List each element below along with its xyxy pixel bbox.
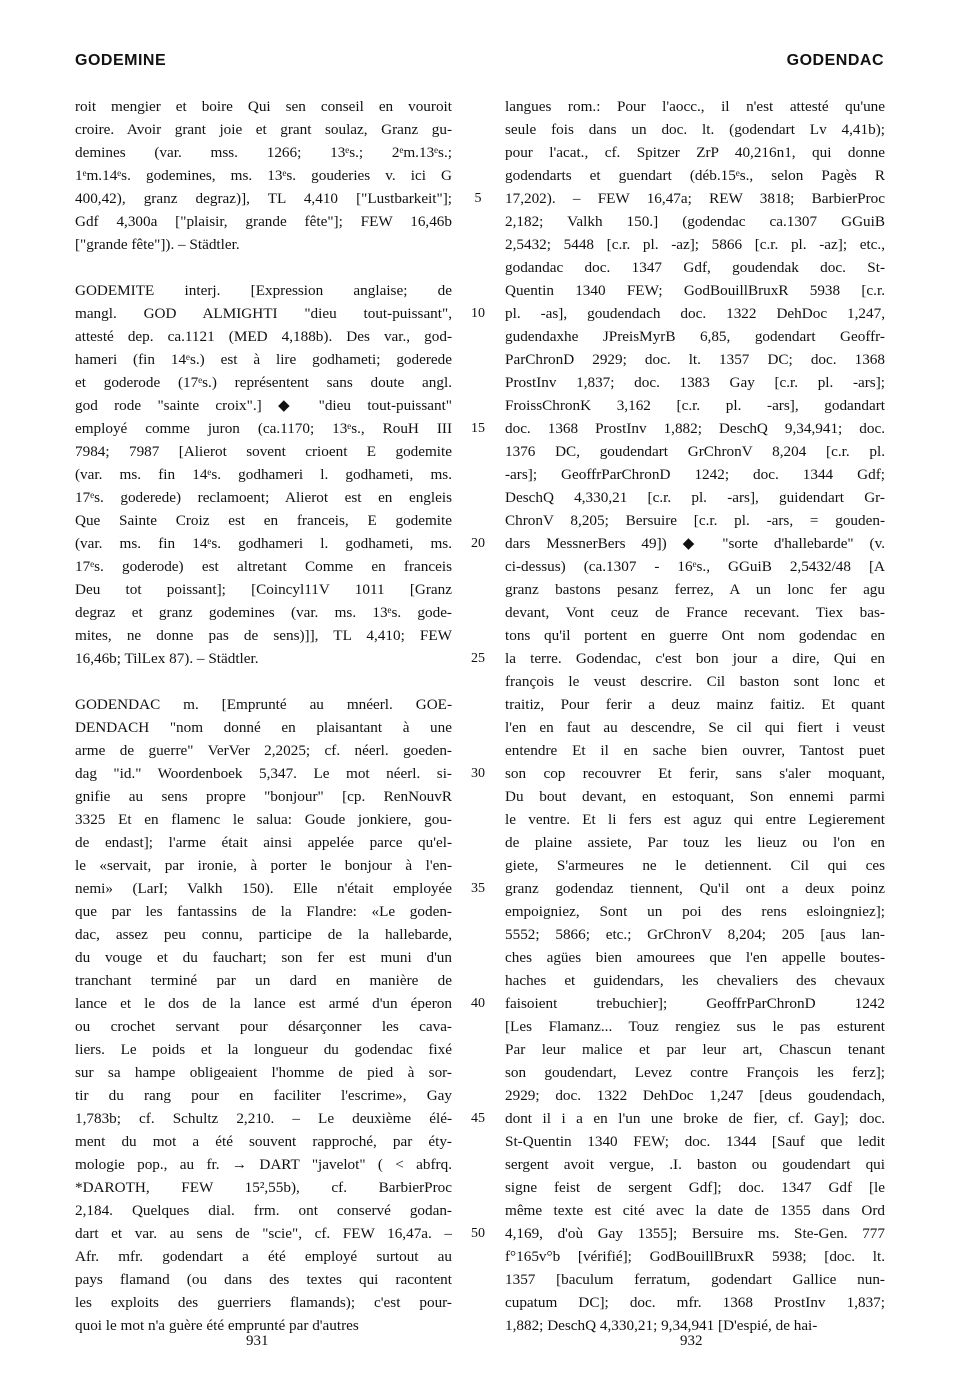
text-line: faisoient trebuchier]; GeoffrParChronD 1242 [505,995,885,1012]
text-line: 1ᵉm.14ᵉs. godemines, ms. 13ᵉs. gouderies v. ici G [75,167,452,184]
text-line: 2,182; Valkh 150.] (godendac ca.1307 GGuiB [505,213,885,230]
text-line: Par leur malice et par leur art, Chascun tenant [505,1041,885,1058]
running-head-right: GODENDAC [786,52,884,69]
text-line: liers. Le poids et la longueur du godendac fixé [75,1041,452,1058]
text-line: dart et var. au sens de "scie", cf. FEW 16,47a. – [75,1225,452,1242]
text-line: dag "id." Woordenboek 5,347. Le mot néerl. si- [75,765,452,782]
line-number: 45 [471,1111,485,1126]
text-line: haches et guidendars, les chevaliers des chevaux [505,972,885,989]
text-line: tranchant terminé par un dard en manière de [75,972,452,989]
text-line: 2,5432; 5448 [c.r. pl. -az]; 5866 [c.r. pl. -az]; etc., [505,236,885,253]
text-line: 1357 [baculum ferratum, godendart Gallice nun- [505,1271,885,1288]
text-line: hameri (fin 14ᵉs.) est à lire godhameti; goderede [75,351,452,368]
text-line: françois le veust descrire. Cil baston sont lonc et [505,673,885,690]
text-line: lance et le dos de la lance est armé d'un éperon [75,995,452,1012]
text-line: empoigniez, Sont un poi des rens esloingniez]; [505,903,885,920]
text-line: seule fois dans un doc. lt. (godendart Lv 4,41b); [505,121,885,138]
text-line: ci-dessus) (ca.1307 - 16ᵉs., GGuiB 2,5432/48 [A [505,558,885,575]
text-line: ParChronD 2929; doc. lt. 1357 DC; doc. 1368 [505,351,885,368]
text-line: de endast]; l'arme était ainsi appelée parce qu'el- [75,834,452,851]
text-line: employé comme juron (ca.1170; 13ᵉs., RouH III [75,420,452,437]
text-line: 1,783b; cf. Schultz 2,210. – Le deuxième élé- [75,1110,452,1127]
line-number: 10 [471,306,485,321]
text-line: la terre. Godendac, c'est bon jour a dire, Qui en [505,650,885,667]
text-line: [Les Flamanz... Touz rengiez sus le pas esturent [505,1018,885,1035]
text-line: pays flamand (ou dans des textes qui racontent [75,1271,452,1288]
text-line: gnifie au sens propre "bonjour" [cp. RenNouvR [75,788,452,805]
text-line: arme de guerre" VerVer 2,2025; cf. néerl. goeden- [75,742,452,759]
text-line: tons qu'il portent en guerre Ont nom godendac en [505,627,885,644]
text-line: 4,169, d'où Gay 1355]; Bersuire ms. Ste-Gen. 777 [505,1225,885,1242]
text-line: 17ᵉs. goderode) est altretant Comme en franceis [75,558,452,575]
text-line: 16,46b; TilLex 87). – Städtler. [75,650,259,667]
page-number-right: 932 [680,1333,703,1349]
text-line: même texte est cité avec la date de 1355 dans Ord [505,1202,885,1219]
text-line: doc. 1368 ProstInv 1,882; DeschQ 9,34,941; doc. [505,420,885,437]
text-line: roit mengier et boire Qui sen conseil en vouroit [75,98,452,115]
text-line: Quentin 1340 FEW; GodBouillBruxR 5938 [c.r. [505,282,885,299]
text-line: giete, S'armeures ne le detiennent. Cil qui ces [505,857,885,874]
line-number: 40 [471,996,485,1011]
text-line: que par les fantassins de la Flandre: «Le goden- [75,903,452,920]
line-number: 35 [471,881,485,896]
text-line: mologie pop., au fr. → DART "javelot" ( < abfrq. [75,1156,452,1173]
text-line: 5552; 5866; etc.; GrChronV 8,204; 205 [aus lan- [505,926,885,943]
text-line: 17ᵉs. goderede) reclamoent; Alierot est en engleis [75,489,452,506]
text-line: *DAROTH, FEW 15²,55b), cf. BarbierProc [75,1179,452,1196]
text-line: Deu tot poissant]; [Coincyl11V 1011 [Granz [75,581,452,598]
text-line: -ars]; GeoffrParChronD 1242; doc. 1344 Gdf; [505,466,885,483]
text-line: son goudendart, Levez contre François les ferz]; [505,1064,885,1081]
text-line: le «servait, par ironie, à porter le bonjour à l'en- [75,857,452,874]
text-line: DENDACH "nom donné en plaisantant à une [75,719,452,736]
text-line: traitiz, Pour ferir a deuz mainz faitiz. Et quant [505,696,885,713]
text-line: FroissChronK 3,162 [c.r. pl. -ars], godandart [505,397,885,414]
text-line: mites, ne donne pas de sens)]], TL 4,410; FEW [75,627,452,644]
line-number: 50 [471,1226,485,1241]
text-line: 3325 Et en flamenc le salua: Goude jonkiere, gou- [75,811,452,828]
text-line: godandac doc. 1347 Gdf, goudendak doc. St- [505,259,885,276]
text-line: 2,184. Quelques dial. frm. ont conservé godan- [75,1202,452,1219]
text-line: ProstInv 1,837; doc. 1383 Gay [c.r. pl. -ars]; [505,374,885,391]
text-line: 7984; 7987 [Alierot sovent crioent E godemite [75,443,452,460]
text-line: mangl. GOD ALMIGHTI "dieu tout-puissant", [75,305,452,322]
text-line: dars MessnerBers 49]) ◆ "sorte d'hallebarde" (v. [505,535,885,552]
text-line: quoi le mot n'a guère été emprunté par d'autres [75,1317,359,1334]
text-line: croire. Avoir grant joie et grant soulaz, Granz gu- [75,121,452,138]
text-line: granz godendaz tiennent, Qu'il ont a deux poinz [505,880,885,897]
text-line: 400,42), granz degraz)], TL 4,410 ["Lustbarkeit"]; [75,190,452,207]
text-line: Que Sainte Croiz est en franceis, E godemite [75,512,452,529]
text-line [75,670,452,693]
text-line: ChronV 8,205; Bersuire [c.r. pl. -ars, = gouden- [505,512,885,529]
text-line: l'en en faut au descendre, Se cil qui fiert i veust [505,719,885,736]
line-number: 30 [471,766,485,781]
text-line: sur sa hampe obligeaient l'homme de pied à sor- [75,1064,452,1081]
text-line: godendarts et guendart (déb.15ᵉs., selon Pagès R [505,167,885,184]
text-line: ment du mot a été souvent rapproché, par éty- [75,1133,452,1150]
text-line: Afr. mfr. godendart a été employé surtout au [75,1248,452,1265]
line-number: 5 [474,191,482,206]
text-line: de plaine assiete, Par touz les lieuz ou l'on en [505,834,885,851]
text-line: (var. ms. fin 14ᵉs. godhameri l. godhameti, ms. [75,466,452,483]
running-head-left: GODEMINE [75,52,167,69]
text-line: son cop recouvrer Et ferir, sans s'aler moquant, [505,765,885,782]
text-line [75,256,452,279]
text-line: f°165v°b [vérifié]; GodBouillBruxR 5938; [doc. lt. [505,1248,885,1265]
text-line: signe feist de sergent Gdf]; doc. 1347 Gdf [le [505,1179,885,1196]
text-line: tir du rang pour en faciliter l'escrime», Gay [75,1087,452,1104]
text-line: nemi» (LarI; Valkh 150). Elle n'était employée [75,880,452,897]
text-line: gudendaxhe JPreisMyrB 6,85, godendart Geoffr- [505,328,885,345]
text-line: entendre Et il en sache bien ouvrer, Tantost puet [505,742,885,759]
text-line: langues rom.: Pour l'aocc., il n'est attesté qu'une [505,98,885,115]
right-column [505,95,885,1337]
text-line: attesté dep. ca.1121 (MED 4,188b). Des var., god- [75,328,452,345]
text-line: ["grande fête"]). – Städtler. [75,236,240,253]
text-line: 17,202). – FEW 16,47a; REW 3818; BarbierProc [505,190,885,207]
text-line: 1,882; DeschQ 4,330,21; 9,34,941 [D'espié, de hai- [505,1317,818,1334]
line-number: 15 [471,421,485,436]
text-line: ches agües bien amourees que l'en appelle boutes- [505,949,885,966]
text-line: dac, assez peu connu, participe de la hallebarde, [75,926,452,943]
text-line: ou crochet servant pour désarçonner les cava- [75,1018,452,1035]
text-line: pour l'acat., cf. Spitzer ZrP 40,216n1, qui donne [505,144,885,161]
text-line: degraz et granz godemines (var. ms. 13ᵉs. gode- [75,604,452,621]
text-line: sergent avoit vergue, .I. baston ou goudendart qui [505,1156,885,1173]
line-number: 20 [471,536,485,551]
text-line: 1376 DC, goudendart GrChronV 8,204 [c.r. pl. [505,443,885,460]
text-line: le ventre. Et li fers est aguz qui entre Legierement [505,811,885,828]
text-line: cupatum DC]; doc. mfr. 1368 ProstInv 1,837; [505,1294,885,1311]
page-number-left: 931 [246,1333,269,1349]
text-line: (var. ms. fin 14ᵉs. godhameri l. godhameti, ms. [75,535,452,552]
text-line: Du bout devant, en estoquant, Son ennemi parmi [505,788,885,805]
left-column [75,95,452,1337]
text-line: granz bastons pesanz ferrez, A un lonc fer agu [505,581,885,598]
text-line: devant, Vont ceuz de France recevant. Tiex bas- [505,604,885,621]
text-line: pl. -as], goudendach doc. 1322 DehDoc 1,247, [505,305,885,322]
text-line: demines (var. mss. 1266; 13ᵉs.; 2ᵉm.13ᵉs.; [75,144,452,161]
text-line: et goderode (17ᵉs.) représentent sans doute angl. [75,374,452,391]
text-line: 2929; doc. 1322 DehDoc 1,247 [deus goudendach, [505,1087,885,1104]
text-line: GODEMITE interj. [Expression anglaise; de [75,282,452,299]
text-line: dont il i a en l'un une broke de fier, cf. Gay]; doc. [505,1110,885,1127]
text-line: DeschQ 4,330,21 [c.r. pl. -ars], guidendart Gr- [505,489,885,506]
line-number: 25 [471,651,485,666]
text-line: St-Quentin 1340 FEW; doc. 1344 [Sauf que ledit [505,1133,885,1150]
text-line: GODENDAC m. [Emprunté au mnéerl. GOE- [75,696,452,713]
text-line: god rode "sainte croix".] ◆ "dieu tout-puissant" [75,397,452,414]
text-line: du vouge et du fauchart; son fer est muni d'un [75,949,452,966]
text-line: Gdf 4,300a ["plaisir, grande fête"]; FEW 16,46b [75,213,452,230]
text-line: les exploits des guerriers flamands); c'est pour- [75,1294,452,1311]
